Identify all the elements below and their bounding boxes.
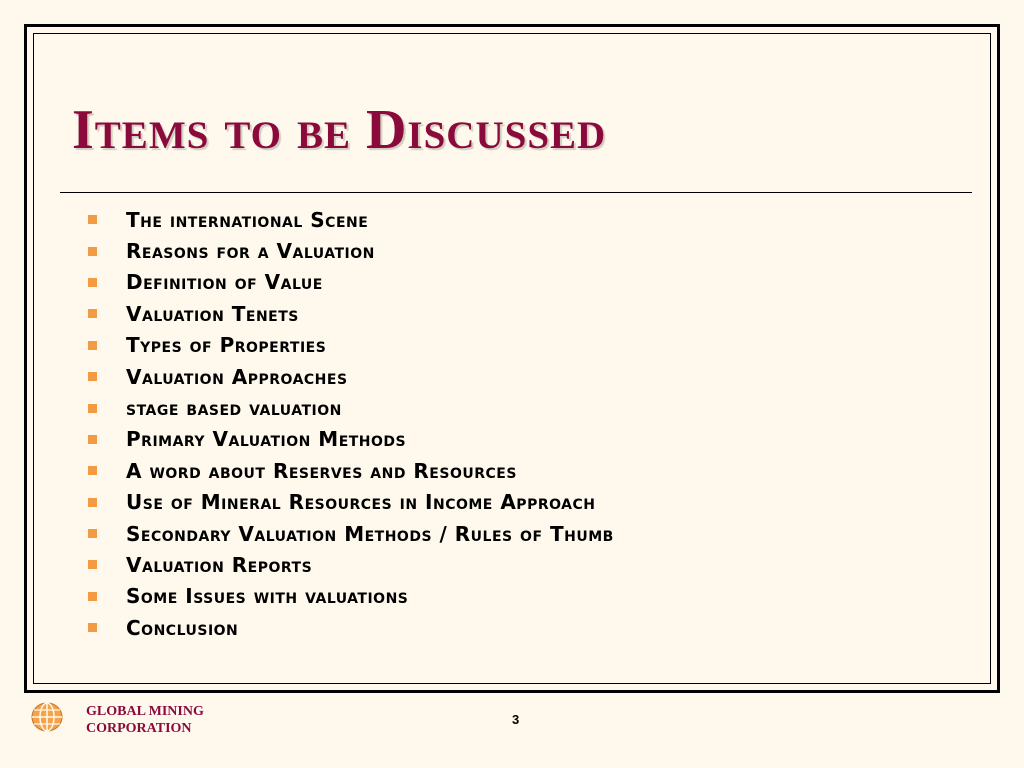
slide-title: Items to be Discussed (72, 99, 607, 161)
bullet-item (88, 361, 614, 392)
bullet-text: Valuation Approaches (126, 364, 348, 389)
bullet-item (88, 235, 614, 266)
bullet-item (88, 204, 614, 235)
bullet-item (88, 424, 614, 455)
bullet-text: Definition of Value (126, 270, 323, 295)
bullet-text: Primary Valuation Methods (126, 427, 407, 452)
square-bullet-icon (88, 466, 97, 475)
bullet-text: Some Issues with valuations (126, 584, 409, 609)
bullet-text: Valuation Reports (126, 552, 313, 577)
square-bullet-icon (88, 247, 97, 256)
square-bullet-icon (88, 498, 97, 507)
square-bullet-icon (88, 404, 97, 413)
bullet-text: Types of Properties (126, 333, 327, 358)
bullet-item (88, 581, 614, 612)
bullet-item (88, 549, 614, 580)
bullet-item (88, 487, 614, 518)
square-bullet-icon (88, 529, 97, 538)
bullet-item (88, 518, 614, 549)
bullet-text: A word about Reserves and Resources (126, 458, 517, 483)
square-bullet-icon (88, 560, 97, 569)
square-bullet-icon (88, 341, 97, 350)
bullet-item (88, 298, 614, 329)
bullet-text: Reasons for a Valuation (126, 239, 375, 264)
company-name (86, 703, 204, 737)
square-bullet-icon (88, 309, 97, 318)
bullet-item (88, 392, 614, 423)
square-bullet-icon (88, 278, 97, 287)
square-bullet-icon (88, 592, 97, 601)
bullet-text: The international Scene (126, 207, 369, 232)
title-divider (60, 192, 972, 193)
square-bullet-icon (88, 372, 97, 381)
bullet-text: Use of Mineral Resources in Income Approach (126, 490, 596, 515)
bullet-text: Conclusion (126, 615, 239, 640)
bullet-item (88, 330, 614, 361)
bullet-item (88, 612, 614, 643)
square-bullet-icon (88, 215, 97, 224)
bullet-item (88, 455, 614, 486)
square-bullet-icon (88, 435, 97, 444)
bullet-text: stage based valuation (126, 396, 342, 421)
bullet-text: Valuation Tenets (126, 301, 299, 326)
square-bullet-icon (88, 623, 97, 632)
bullet-item (88, 267, 614, 298)
company-name-line1: GLOBAL MINING (86, 704, 204, 719)
page-number: 3 (512, 712, 520, 727)
company-name-line2: CORPORATION (86, 721, 192, 736)
bullet-text: Secondary Valuation Methods / Rules of Thumb (126, 521, 614, 546)
bullet-list (88, 204, 614, 643)
globe-logo-icon (30, 702, 64, 732)
